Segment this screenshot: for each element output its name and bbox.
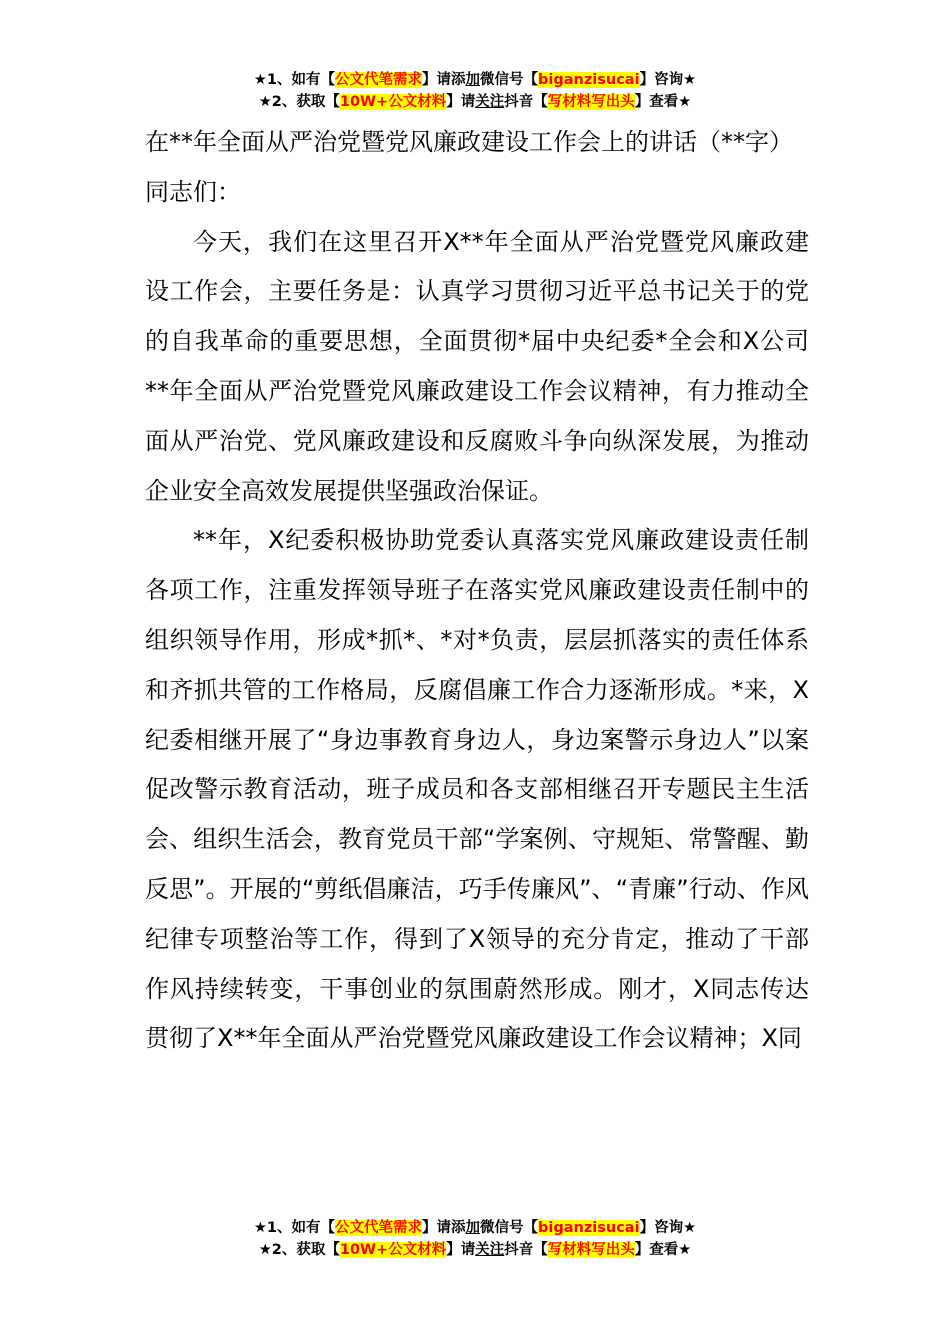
document-body (145, 118, 809, 1064)
header-highlight-materials: 10W+公文材料 (339, 94, 447, 110)
footer-highlight-wechat-id: biganzisucai (538, 1220, 640, 1236)
paragraph: **年，X纪委积极协助党委认真落实党风廉政建设责任制各项工作，注重发挥领导班子在落实党风廉政建设责任制中的组织领导作用，形成*抓*、*对*负责，层层抓落实的责任体系和齐抓共管的工作格局，反腐倡廉工作合力逐渐形成。*来，X纪委相继开展了“身边事教育身边人，身边案警示身边人”以案促改警示教育活动，班子成员和各支部相继召开专题民主生活会、组织生活会，教育党员干部“学案例、守规矩、常警醒、勤反思”。开展的“剪纸倡廉洁，巧手传廉风”、“青廉”行动、作风纪律专项整治等工作，得到了X领导的充分肯定，推动了干部作风持续转变，干事创业的氛围蔚然形成。刚才，X同志传达贯彻了X**年全面从严治党暨党风廉政建设工作会议精神；X同 (145, 526, 809, 1053)
paragraph: 今天，我们在这里召开X**年全面从严治党暨党风廉政建设工作会，主要任务是：认真学习贯彻习近平总书记关于的党的自我革命的重要思想，全面贯彻*届中央纪委*全会和X公司**年全面从严治党暨党风廉政建设工作会议精神，有力推动全面从严治党、党风廉政建设和反腐败斗争向纵深发展，为推动企业安全高效发展提供坚强政治保证。 (145, 227, 809, 505)
header-banner-line-1: ★1、如有【公文代笔需求】请添加微信号【biganzisucai】咨询★ (253, 72, 697, 88)
header-highlight-douyin: 写材料写出头 (547, 94, 635, 110)
footer-banner (0, 1217, 950, 1261)
document-title: 在**年全面从严治党暨党风廉政建设工作会上的讲话（**字） (145, 128, 793, 156)
footer-highlight-service: 公文代笔需求 (335, 1220, 423, 1236)
header-banner (0, 69, 950, 113)
footer-banner-line-1: ★1、如有【公文代笔需求】请添加微信号【biganzisucai】咨询★ (253, 1220, 697, 1236)
header-highlight-service: 公文代笔需求 (335, 72, 423, 88)
header-banner-line-2: ★2、获取【10W+公文材料】请关注抖音【写材料写出头】查看★ (258, 94, 692, 110)
footer-banner-line-2: ★2、获取【10W+公文材料】请关注抖音【写材料写出头】查看★ (258, 1242, 692, 1258)
footer-highlight-materials: 10W+公文材料 (339, 1242, 447, 1258)
salutation: 同志们： (145, 177, 241, 206)
footer-highlight-douyin: 写材料写出头 (547, 1242, 635, 1258)
header-highlight-wechat-id: biganzisucai (538, 72, 640, 88)
